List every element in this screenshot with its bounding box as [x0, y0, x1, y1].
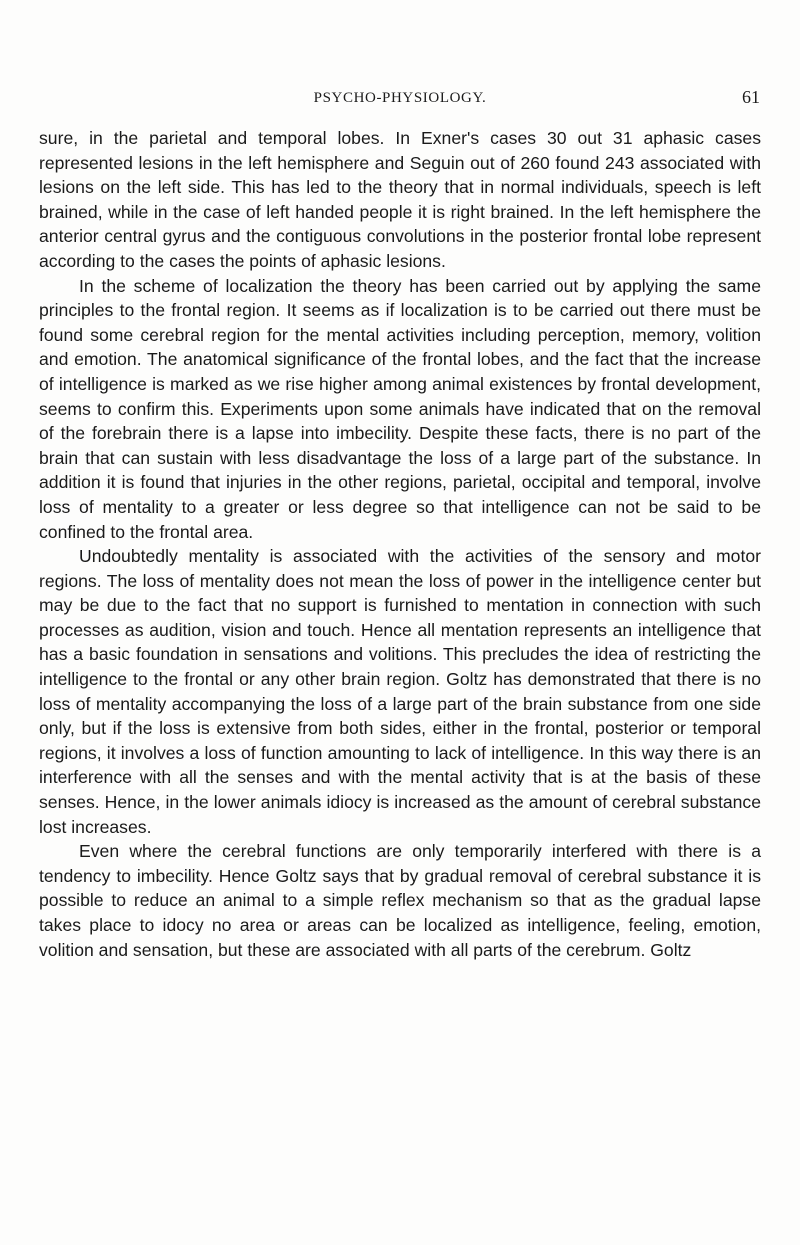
paragraph: sure, in the parietal and temporal lobes. In Exner's cases 30 out 31 aphasic cases represented lesions in the left hemisphere and Seguin out of 260 found 243 associated with lesions on the left side. This has led to the theory that in normal individuals, speech is left brained, while in the case of left handed people it is right brained. In the left hemisphere the anterior central gyrus and the contiguous convolutions in the posterior frontal lobe represent according to the cases the points of aphasic lesions. [39, 128, 761, 271]
running-title: PSYCHO-PHYSIOLOGY. [313, 90, 487, 106]
running-header [40, 87, 760, 112]
paragraph: Undoubtedly mentality is associated with the activities of the sensory and motor regions. The loss of mentality does not mean the loss of power in the intelligence center but may be due to the fact that no support is furnished to mentation in connection with such processes as audition, vision and touch. Hence all mentation represents an intelligence that has a basic foundation in sensations and volitions. This precludes the idea of restricting the intelligence to the frontal or any other brain region. Goltz has demonstrated that there is no loss of mentality accompanying the loss of a large part of the brain substance from one side only, but if the loss is extensive from both sides, either in the frontal, posterior or temporal regions, it involves a loss of function amounting to lack of intelligence. In this way there is an interference with all the senses and with the mental activity that is at the basis of these senses. Hence, in the lower animals idiocy is increased as the amount of cerebral substance lost increases. [39, 546, 761, 837]
paragraph: Even where the cerebral functions are only temporarily interfered with there is a tendency to imbecility. Hence Goltz says that by gradual removal of cerebral substance it is possible to reduce an animal to a simple reflex mechanism so that as the gradual lapse takes place to idocy no area or areas can be localized as intelligence, feeling, emotion, volition and sensation, but these are associated with all parts of the cerebrum. Goltz [39, 841, 761, 960]
body-text [39, 126, 761, 962]
page-number: 61 [742, 87, 760, 107]
paragraph: In the scheme of localization the theory has been carried out by applying the same principles to the frontal region. It seems as if localization is to be carried out there must be found some cerebral region for the mental activities including perception, memory, volition and emotion. The anatomical significance of the frontal lobes, and the fact that the increase of intelligence is marked as we rise higher among animal existences by frontal development, seems to confirm this. Experiments upon some animals have indicated that on the removal of the forebrain there is a lapse into imbecility. Despite these facts, there is no part of the brain that can sustain with less disadvantage the loss of a large part of the substance. In addition it is found that injuries in the other regions, parietal, occipital and temporal, involve loss of mentality to a greater or less degree so that intelligence can not be said to be confined to the frontal area. [39, 275, 761, 542]
